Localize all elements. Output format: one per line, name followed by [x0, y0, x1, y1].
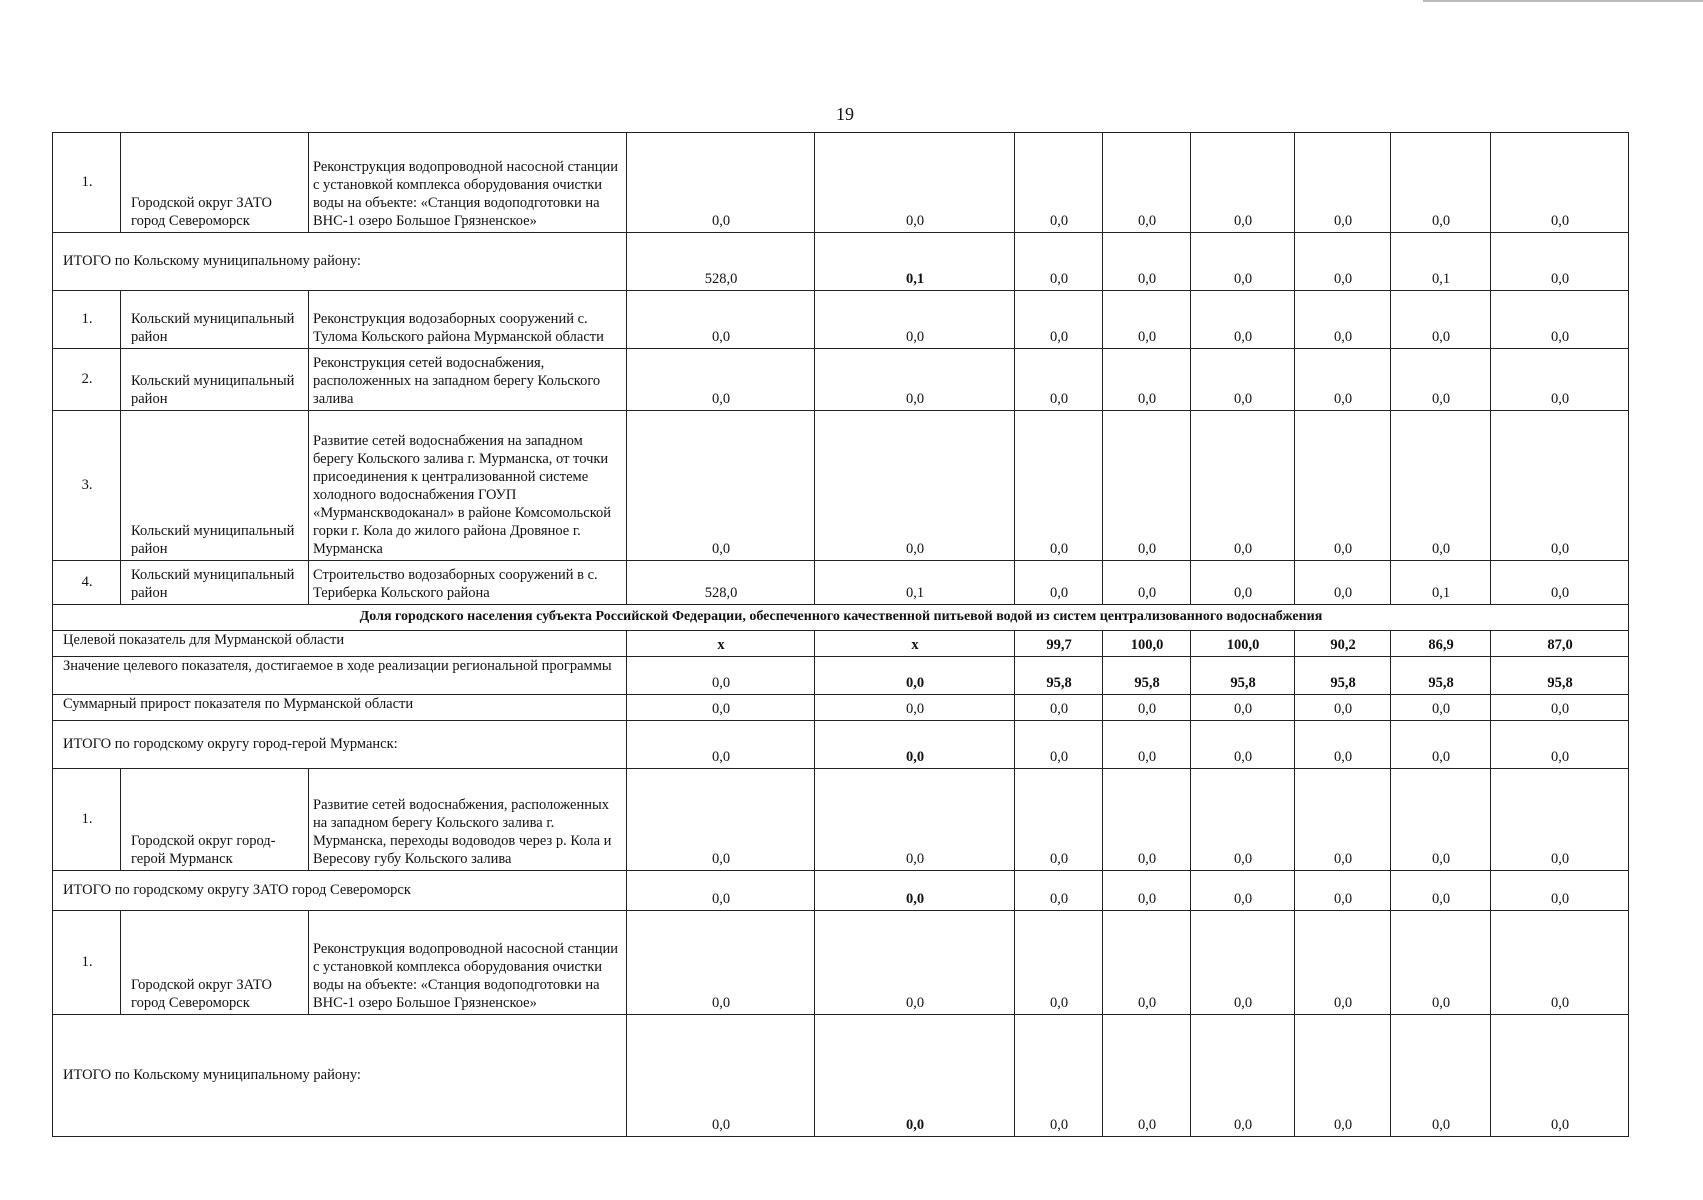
- municipality-name: Кольский муниципальный район: [121, 291, 309, 349]
- value-cell: 0,0: [1015, 349, 1103, 411]
- value-cell: 0,0: [627, 695, 815, 721]
- value-cell: 0,0: [627, 911, 815, 1015]
- value-cell: 0,0: [1103, 233, 1191, 291]
- program-table: [52, 132, 1629, 1137]
- value-cell: 0,0: [1295, 695, 1391, 721]
- value-cell: 0,0: [1295, 411, 1391, 561]
- section-row: [53, 605, 1629, 631]
- value-cell: 0,0: [1295, 233, 1391, 291]
- item-row: [53, 349, 1629, 411]
- value-cell: 95,8: [1191, 657, 1295, 695]
- value-cell: 528,0: [627, 561, 815, 605]
- total-row: [53, 1015, 1629, 1137]
- value-cell: 0,0: [1191, 769, 1295, 871]
- project-description: Развитие сетей водоснабжения, расположенных на западном берегу Кольского залива г. Мурманска, переходы водоводов через р. Кола и Вересову губу Кольского залива: [309, 769, 627, 871]
- total-label: ИТОГО по Кольскому муниципальному району:: [53, 1015, 627, 1137]
- indicator-label: Целевой показатель для Мурманской области: [53, 631, 627, 657]
- value-cell: 95,8: [1295, 657, 1391, 695]
- value-cell: 0,0: [1491, 561, 1629, 605]
- value-cell: 0,0: [1015, 721, 1103, 769]
- value-cell: 0,0: [1103, 133, 1191, 233]
- value-cell: 0,0: [1391, 695, 1491, 721]
- value-cell: х: [627, 631, 815, 657]
- value-cell: 0,0: [815, 657, 1015, 695]
- row-number: 1.: [53, 291, 121, 349]
- value-cell: 0,0: [1391, 411, 1491, 561]
- table-body: [53, 133, 1629, 1137]
- value-cell: 0,0: [627, 721, 815, 769]
- value-cell: 0,0: [815, 1015, 1015, 1137]
- value-cell: 87,0: [1491, 631, 1629, 657]
- total-label: ИТОГО по городскому округу город-герой Мурманск:: [53, 721, 627, 769]
- value-cell: 0,0: [1491, 695, 1629, 721]
- value-cell: 0,0: [1391, 911, 1491, 1015]
- value-cell: 86,9: [1391, 631, 1491, 657]
- value-cell: 0,0: [1391, 1015, 1491, 1137]
- value-cell: 99,7: [1015, 631, 1103, 657]
- total-label: ИТОГО по городскому округу ЗАТО город Североморск: [53, 871, 627, 911]
- municipality-name: Городской округ город-герой Мурманск: [121, 769, 309, 871]
- value-cell: 0,0: [1191, 133, 1295, 233]
- value-cell: 0,0: [1103, 911, 1191, 1015]
- value-cell: 0,0: [1015, 133, 1103, 233]
- value-cell: 95,8: [1391, 657, 1491, 695]
- value-cell: 0,0: [1295, 561, 1391, 605]
- value-cell: 0,0: [1295, 911, 1391, 1015]
- municipality-name: Кольский муниципальный район: [121, 561, 309, 605]
- value-cell: 95,8: [1103, 657, 1191, 695]
- value-cell: 100,0: [1191, 631, 1295, 657]
- project-description: Реконструкция водозаборных сооружений с. Тулома Кольского района Мурманской области: [309, 291, 627, 349]
- value-cell: 0,0: [1295, 349, 1391, 411]
- value-cell: 0,0: [1103, 561, 1191, 605]
- value-cell: 0,0: [1491, 911, 1629, 1015]
- value-cell: 0,0: [1295, 769, 1391, 871]
- row-number: 3.: [53, 411, 121, 561]
- municipality-name: Городской округ ЗАТО город Североморск: [121, 133, 309, 233]
- indicator-label: Значение целевого показателя, достигаемое в ходе реализации региональной программы: [53, 657, 627, 695]
- value-cell: 0,0: [815, 721, 1015, 769]
- value-cell: 0,0: [1103, 695, 1191, 721]
- project-description: Развитие сетей водоснабжения на западном берегу Кольского залива г. Мурманска, от точки присоединения к централизованной системе холодного водоснабжения ГОУП «Мурманскводоканал» в районе Комсомольской горки г. Кола до жилого района Дровяное г. Мурманска: [309, 411, 627, 561]
- value-cell: 95,8: [1491, 657, 1629, 695]
- value-cell: 0,0: [1191, 911, 1295, 1015]
- value-cell: 0,0: [1491, 1015, 1629, 1137]
- municipality-name: Городской округ ЗАТО город Североморск: [121, 911, 309, 1015]
- value-cell: 0,0: [1015, 233, 1103, 291]
- value-cell: 0,0: [627, 769, 815, 871]
- value-cell: 0,0: [1391, 133, 1491, 233]
- value-cell: 0,0: [1015, 561, 1103, 605]
- value-cell: 0,1: [1391, 233, 1491, 291]
- value-cell: 0,0: [815, 871, 1015, 911]
- value-cell: 0,0: [627, 871, 815, 911]
- total-row: [53, 721, 1629, 769]
- item-row: [53, 911, 1629, 1015]
- value-cell: 0,0: [627, 349, 815, 411]
- value-cell: 90,2: [1295, 631, 1391, 657]
- value-cell: 0,0: [1391, 871, 1491, 911]
- value-cell: 0,0: [815, 411, 1015, 561]
- item-row: [53, 133, 1629, 233]
- value-cell: 0,0: [1103, 871, 1191, 911]
- value-cell: 0,0: [1191, 721, 1295, 769]
- value-cell: 0,0: [1491, 411, 1629, 561]
- value-cell: 0,0: [627, 1015, 815, 1137]
- value-cell: 0,0: [1191, 1015, 1295, 1137]
- value-cell: 0,0: [1391, 349, 1491, 411]
- value-cell: 0,0: [1191, 349, 1295, 411]
- scan-edge-mark: [1423, 0, 1703, 2]
- value-cell: 0,0: [1391, 721, 1491, 769]
- value-cell: 0,0: [1491, 871, 1629, 911]
- value-cell: 0,0: [1491, 133, 1629, 233]
- value-cell: 0,0: [1191, 411, 1295, 561]
- total-row: [53, 871, 1629, 911]
- value-cell: 0,0: [1191, 871, 1295, 911]
- value-cell: 528,0: [627, 233, 815, 291]
- value-cell: х: [815, 631, 1015, 657]
- value-cell: 0,0: [1491, 349, 1629, 411]
- value-cell: 0,0: [1295, 291, 1391, 349]
- value-cell: 0,0: [1015, 911, 1103, 1015]
- indicator-row: [53, 657, 1629, 695]
- row-number: 1.: [53, 769, 121, 871]
- project-description: Реконструкция водопроводной насосной станции с установкой комплекса оборудования очистки воды на объекте: «Станция водоподготовки на ВНС-1 озеро Большое Грязненское»: [309, 133, 627, 233]
- municipality-name: Кольский муниципальный район: [121, 411, 309, 561]
- value-cell: 0,0: [1295, 871, 1391, 911]
- value-cell: 0,0: [1191, 561, 1295, 605]
- page-number: 19: [836, 104, 854, 124]
- value-cell: 0,0: [1491, 233, 1629, 291]
- value-cell: 0,0: [627, 291, 815, 349]
- value-cell: 0,0: [1491, 721, 1629, 769]
- value-cell: 0,0: [815, 133, 1015, 233]
- value-cell: 0,0: [1295, 133, 1391, 233]
- value-cell: 0,0: [627, 657, 815, 695]
- item-row: [53, 411, 1629, 561]
- value-cell: 0,0: [1391, 291, 1491, 349]
- value-cell: 0,0: [815, 911, 1015, 1015]
- value-cell: 0,0: [1491, 291, 1629, 349]
- value-cell: 0,0: [1103, 1015, 1191, 1137]
- indicator-row: [53, 631, 1629, 657]
- row-number: 2.: [53, 349, 121, 411]
- project-description: Строительство водозаборных сооружений в с. Териберка Кольского района: [309, 561, 627, 605]
- value-cell: 0,0: [1295, 721, 1391, 769]
- value-cell: 0,1: [815, 561, 1015, 605]
- value-cell: 0,0: [815, 291, 1015, 349]
- indicator-label: Суммарный прирост показателя по Мурманской области: [53, 695, 627, 721]
- row-number: 1.: [53, 911, 121, 1015]
- value-cell: 100,0: [1103, 631, 1191, 657]
- value-cell: 0,0: [1103, 411, 1191, 561]
- value-cell: 0,0: [1191, 233, 1295, 291]
- value-cell: 0,0: [815, 769, 1015, 871]
- value-cell: 0,0: [1015, 291, 1103, 349]
- value-cell: 0,0: [1015, 695, 1103, 721]
- value-cell: 0,0: [815, 695, 1015, 721]
- row-number: 4.: [53, 561, 121, 605]
- project-description: Реконструкция сетей водоснабжения, расположенных на западном берегу Кольского залива: [309, 349, 627, 411]
- indicator-row: [53, 695, 1629, 721]
- value-cell: 0,0: [1391, 769, 1491, 871]
- value-cell: 95,8: [1015, 657, 1103, 695]
- value-cell: 0,1: [815, 233, 1015, 291]
- value-cell: 0,0: [627, 411, 815, 561]
- value-cell: 0,0: [1015, 411, 1103, 561]
- item-row: [53, 769, 1629, 871]
- value-cell: 0,0: [1015, 769, 1103, 871]
- municipality-name: Кольский муниципальный район: [121, 349, 309, 411]
- value-cell: 0,0: [627, 133, 815, 233]
- value-cell: 0,0: [1191, 291, 1295, 349]
- section-title: Доля городского населения субъекта Российской Федерации, обеспеченного качественной питьевой водой из систем централизованного водоснабжения: [53, 605, 1629, 631]
- total-row: [53, 233, 1629, 291]
- value-cell: 0,0: [1191, 695, 1295, 721]
- value-cell: 0,0: [1015, 1015, 1103, 1137]
- value-cell: 0,0: [1103, 349, 1191, 411]
- value-cell: 0,0: [1103, 291, 1191, 349]
- value-cell: 0,0: [1015, 871, 1103, 911]
- row-number: 1.: [53, 133, 121, 233]
- total-label: ИТОГО по Кольскому муниципальному району:: [53, 233, 627, 291]
- value-cell: 0,0: [1103, 769, 1191, 871]
- value-cell: 0,0: [1103, 721, 1191, 769]
- item-row: [53, 291, 1629, 349]
- project-description: Реконструкция водопроводной насосной станции с установкой комплекса оборудования очистки воды на объекте: «Станция водоподготовки на ВНС-1 озеро Большое Грязненское»: [309, 911, 627, 1015]
- value-cell: 0,0: [815, 349, 1015, 411]
- value-cell: 0,1: [1391, 561, 1491, 605]
- value-cell: 0,0: [1295, 1015, 1391, 1137]
- value-cell: 0,0: [1491, 769, 1629, 871]
- item-row: [53, 561, 1629, 605]
